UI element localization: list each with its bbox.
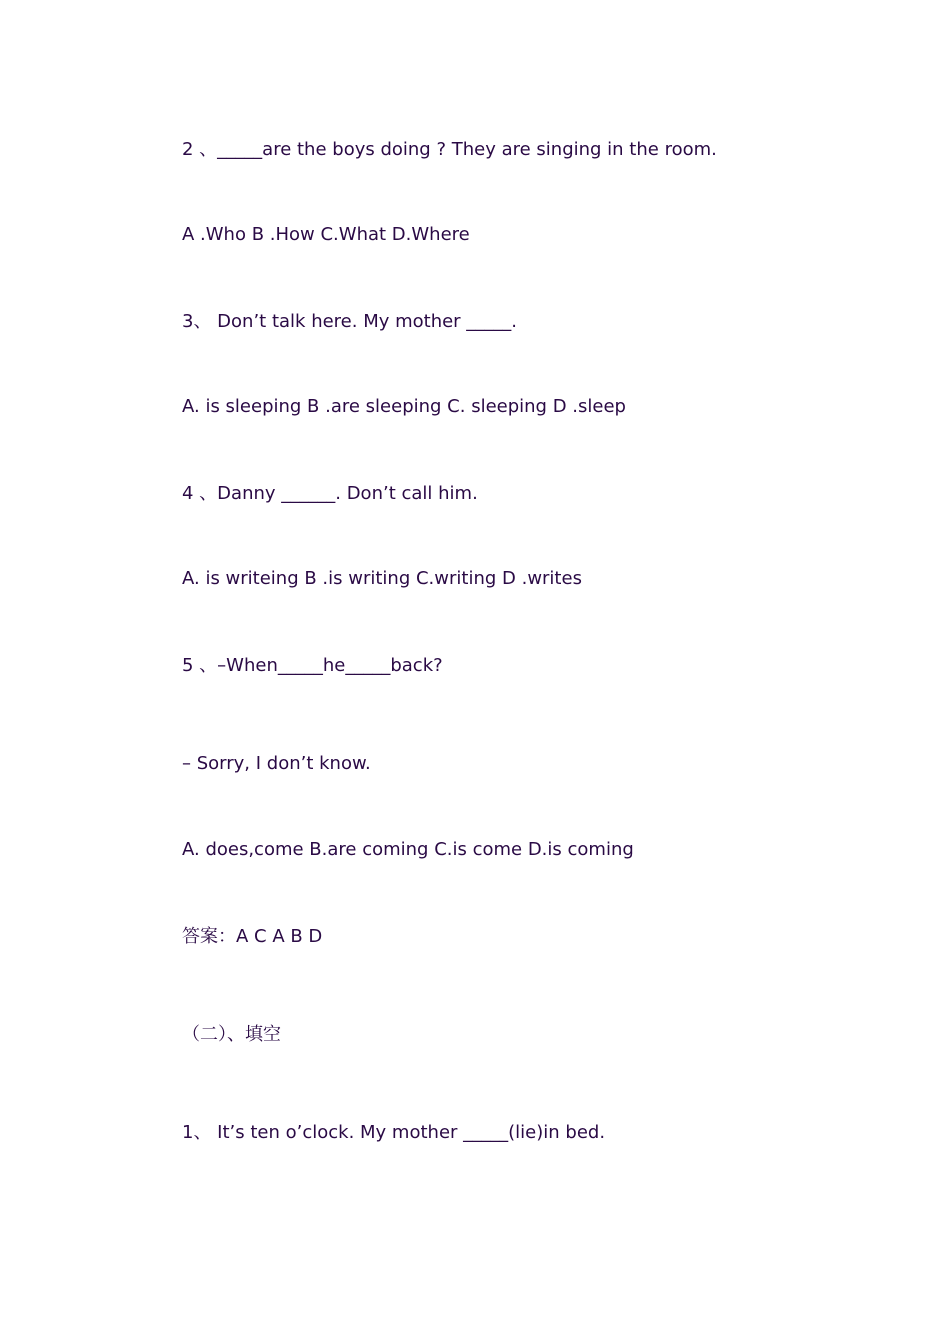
section-heading-fill-in: （二）、填空 — [182, 1024, 281, 1045]
question-2: 2 、_____are the boys doing ? They are singing in the room. — [182, 139, 717, 160]
question-5-options: A. does,come B.are coming C.is come D.is coming — [182, 839, 634, 860]
question-3: 3、 Don’t talk here. My mother _____. — [182, 311, 518, 332]
question-5: 5 、–When_____he_____back? — [182, 655, 443, 676]
question-2-options: A .Who B .How C.What D.Where — [182, 224, 470, 245]
question-4-options: A. is writeing B .is writing C.writing D .writes — [182, 568, 582, 589]
question-5-reply: – Sorry, I don’t know. — [182, 753, 371, 774]
fill-in-question-1: 1、 It’s ten o’clock. My mother _____(lie)in bed. — [182, 1122, 606, 1143]
question-3-options: A. is sleeping B .are sleeping C. sleeping D .sleep — [182, 396, 626, 417]
question-4: 4 、Danny ______. Don’t call him. — [182, 483, 478, 504]
answer-key: 答案：A C A B D — [182, 926, 323, 947]
